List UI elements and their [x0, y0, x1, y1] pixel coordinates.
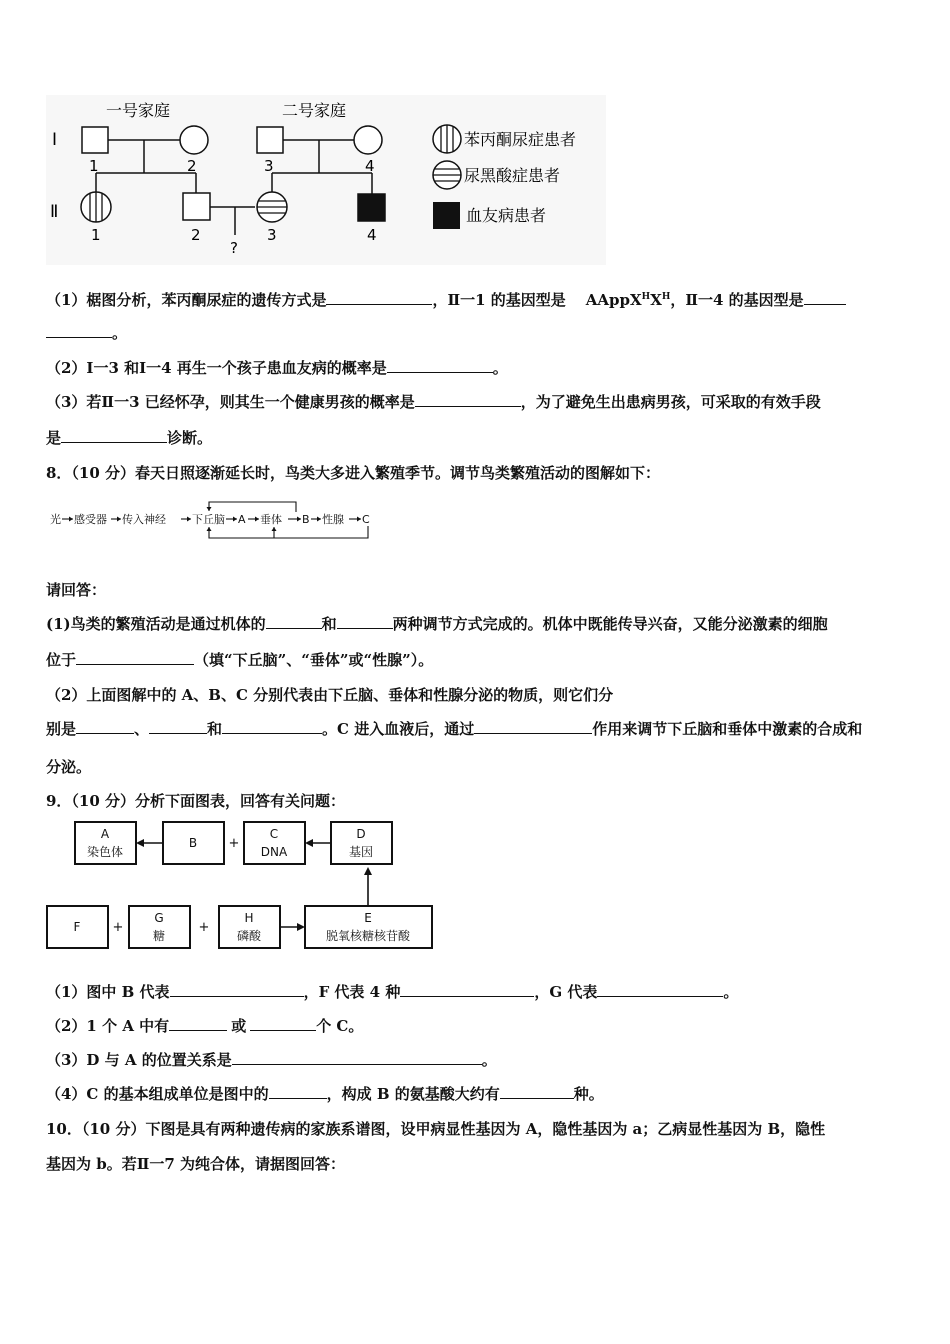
q9-blank-5[interactable] [250, 1016, 316, 1031]
q8-blank-6[interactable] [222, 719, 322, 734]
q8-flow-diagram [46, 496, 386, 544]
q7-part1-cont [46, 323, 906, 343]
q9-p4-text-a: （4）C 的基本组成单位是图中的 [46, 1085, 269, 1103]
q9-p3-text-a: （3）D 与 A 的位置关系是 [46, 1051, 232, 1069]
family2-title: 二号家庭 [282, 101, 347, 120]
q8-part1-cont [46, 650, 906, 670]
flow-c: C [362, 513, 370, 526]
plus-gh: + [198, 920, 210, 935]
flow-light: 光 [50, 513, 61, 526]
q9-p3-end: 。 [481, 1051, 497, 1069]
plus-bc: + [228, 836, 240, 851]
q9-p1-text-b: ，F 代表 4 种 [303, 983, 401, 1001]
q7-genotype-sup1: H [641, 292, 651, 302]
q8-blank-7[interactable] [474, 719, 592, 734]
q7-blank-1[interactable] [326, 290, 432, 305]
box-c-letter: C [269, 827, 279, 841]
q7-genotype-x2: X [650, 291, 662, 309]
i1-label: 1 [89, 157, 99, 175]
box-d-letter: D [356, 827, 366, 841]
ii3-label: 3 [267, 226, 277, 244]
q9-concept-diagram [44, 818, 436, 953]
q7-p3-text-b: ，为了避免生出患病男孩，可采取的有效手段 [520, 393, 821, 411]
q10-line1-text: 10．（10 分）下图是具有两种遗传病的家族系谱图，设甲病显性基因为 A，隐性基因为 a；乙病显性基因为 B，隐性 [46, 1120, 826, 1138]
q8-part2-cont [46, 719, 906, 739]
box-e-letter: E [364, 911, 372, 925]
flow-b: B [302, 513, 310, 526]
flow-gonad: 性腺 [322, 513, 344, 526]
ii2-male [183, 193, 210, 220]
q8-p1-text-a: (1)鸟类的繁殖活动是通过机体的 [46, 615, 266, 633]
q8-ask [46, 580, 906, 600]
flow-a: A [238, 513, 246, 526]
q8-blank-3[interactable] [76, 650, 194, 665]
q9-p1-text-c: ，G 代表 [534, 983, 598, 1001]
q9-blank-4[interactable] [169, 1016, 227, 1031]
i1-male [82, 127, 108, 153]
q7-part3 [46, 392, 906, 412]
q8-blank-5[interactable] [149, 719, 207, 734]
q10-line2 [46, 1154, 906, 1174]
q9-blank-8[interactable] [500, 1084, 574, 1099]
q7-p1-end: 。 [112, 324, 128, 342]
q7-blank-4[interactable] [415, 392, 521, 407]
box-g-letter: G [154, 911, 164, 925]
q9-part1 [46, 982, 906, 1002]
box-e-label: 脱氧核糖核苷酸 [325, 929, 411, 943]
q8-p2-text-a: （2）上面图解中的 A、B、C 分别代表由下丘脑、垂体和性腺分泌的物质，则它们分 [46, 686, 614, 704]
i2-female [180, 126, 208, 154]
q8-part2-end [46, 757, 906, 777]
q8-p1-text-e: （填“下丘脑”、“垂体”或“性腺”）。 [194, 651, 434, 669]
q8-p2-text-e: 。C 进入血液后，通过 [322, 720, 475, 738]
q8-title-text: 8．（10 分）春天日照逐渐延长时，鸟类大多进入繁殖季节。调节鸟类繁殖活动的图解如下： [46, 464, 661, 482]
flow-hypothalamus: 下丘脑 [192, 513, 225, 526]
box-a-label: 染色体 [86, 845, 124, 859]
legend-alk-label: 尿黑酸症患者 [464, 166, 561, 185]
legend-hemo-symbol [433, 202, 460, 229]
q8-p1-text-c: 两种调节方式完成的。机体中既能传导兴奋，又能分泌激素的细胞 [392, 615, 828, 633]
q7-genotype: AAppX [585, 291, 642, 309]
q8-part2 [46, 685, 906, 705]
q7-blank-2a[interactable] [804, 290, 846, 305]
q7-p1-text-a: （1）椐图分析，苯丙酮尿症的遗传方式是 [46, 291, 327, 309]
i3-label: 3 [264, 157, 274, 175]
q9-part4 [46, 1084, 906, 1104]
box-b-letter: B [188, 836, 198, 850]
flow-afferent-nerve: 传入神经 [122, 513, 166, 526]
q7-part1 [46, 287, 906, 310]
i3-male [257, 127, 283, 153]
i2-label: 2 [187, 157, 197, 175]
q9-blank-1[interactable] [170, 982, 304, 997]
box-h-label: 磷酸 [236, 929, 262, 943]
q8-title [46, 463, 906, 483]
q7-part3-cont [46, 428, 906, 448]
q9-part3 [46, 1050, 906, 1070]
q10-line1 [46, 1119, 906, 1139]
q10-line2-text: 基因为 b。若Ⅱ一7 为纯合体，请据图回答： [46, 1155, 346, 1173]
box-d-label: 基因 [348, 845, 374, 859]
box-a-letter: A [100, 827, 110, 841]
q8-part1 [46, 614, 906, 634]
legend-hemo-label: 血友病患者 [466, 206, 547, 225]
unknown-child-label: ? [230, 239, 238, 257]
q7-genotype-sup2: H [661, 292, 671, 302]
ii1-label: 1 [91, 226, 101, 244]
family1-title: 一号家庭 [106, 101, 171, 120]
q9-title-text: 9．（10 分）分析下面图表，回答有关问题： [46, 792, 346, 810]
q9-p4-text-c: 种。 [573, 1085, 604, 1103]
q9-p2-text-b: 或 [231, 1017, 247, 1035]
q8-p1-text-d: 位于 [46, 651, 77, 669]
i4-female [354, 126, 382, 154]
q9-blank-2[interactable] [400, 982, 534, 997]
q7-p1-text-c: ，Ⅱ一4 的基因型是 [670, 291, 804, 309]
q8-p1-text-b: 和 [321, 615, 337, 633]
ii1-pku-female [81, 192, 111, 222]
q7-blank-3[interactable] [387, 358, 493, 373]
generation-2-label: Ⅱ [50, 202, 59, 222]
plus-fg: + [112, 920, 124, 935]
legend-pku-label: 苯丙酮尿症患者 [464, 130, 577, 149]
q7-blank-5[interactable] [61, 428, 167, 443]
q9-p2-text-c: 个 C。 [316, 1017, 364, 1035]
q8-p2-text-f: 作用来调节下丘脑和垂体中激素的合成和 [592, 720, 863, 738]
q9-p2-text-a: （2）1 个 A 中有 [46, 1017, 170, 1035]
q7-p3-text-a: （3）若Ⅱ一3 已经怀孕，则其生一个健康男孩的概率是 [46, 393, 415, 411]
q7-p2-end: 。 [492, 359, 508, 377]
flow-receptor: 感受器 [74, 513, 107, 526]
q8-p2-text-b: 别是 [46, 720, 77, 738]
q8-p2-text-g: 分泌。 [46, 758, 92, 776]
q9-p4-text-b: ，构成 B 的氨基酸大约有 [326, 1085, 500, 1103]
q9-part2 [46, 1016, 906, 1036]
generation-1-label: Ⅰ [52, 130, 58, 150]
ii4-label: 4 [367, 226, 377, 244]
q9-title [46, 791, 906, 811]
ii2-label: 2 [191, 226, 201, 244]
q9-blank-6[interactable] [232, 1050, 482, 1065]
q7-blank-2b[interactable] [46, 323, 112, 338]
q9-blank-3[interactable] [597, 982, 723, 997]
i4-label: 4 [365, 157, 375, 175]
q9-p1-end: 。 [723, 983, 739, 1001]
box-c-label: DNA [260, 845, 288, 859]
q8-blank-2[interactable] [337, 614, 393, 629]
legend-alk-symbol [433, 161, 461, 189]
q8-blank-1[interactable] [266, 614, 322, 629]
q7-p1-text-b: ，Ⅱ一1 的基因型是 [432, 291, 566, 309]
pedigree-figure [46, 95, 606, 265]
q7-p3-text-c: 是 [46, 429, 62, 447]
q8-p2-text-c: 、 [134, 720, 150, 738]
q9-blank-7[interactable] [269, 1084, 327, 1099]
q7-p2-text: （2）Ⅰ一3 和Ⅰ一4 再生一个孩子患血友病的概率是 [46, 359, 387, 377]
box-h-letter: H [244, 911, 254, 925]
q7-part2 [46, 358, 906, 378]
ii4-hemo-male [358, 194, 385, 221]
flow-pituitary: 垂体 [260, 513, 282, 526]
q9-p1-text-a: （1）图中 B 代表 [46, 983, 170, 1001]
box-f-letter: F [73, 920, 81, 934]
ii3-alk-female [257, 192, 287, 222]
q7-p3-text-d: 诊断。 [167, 429, 213, 447]
q8-blank-4[interactable] [76, 719, 134, 734]
box-g-label: 糖 [152, 929, 166, 943]
q8-p2-text-d: 和 [207, 720, 223, 738]
legend-pku-symbol [433, 125, 461, 153]
q8-ask-text: 请回答： [46, 581, 107, 599]
